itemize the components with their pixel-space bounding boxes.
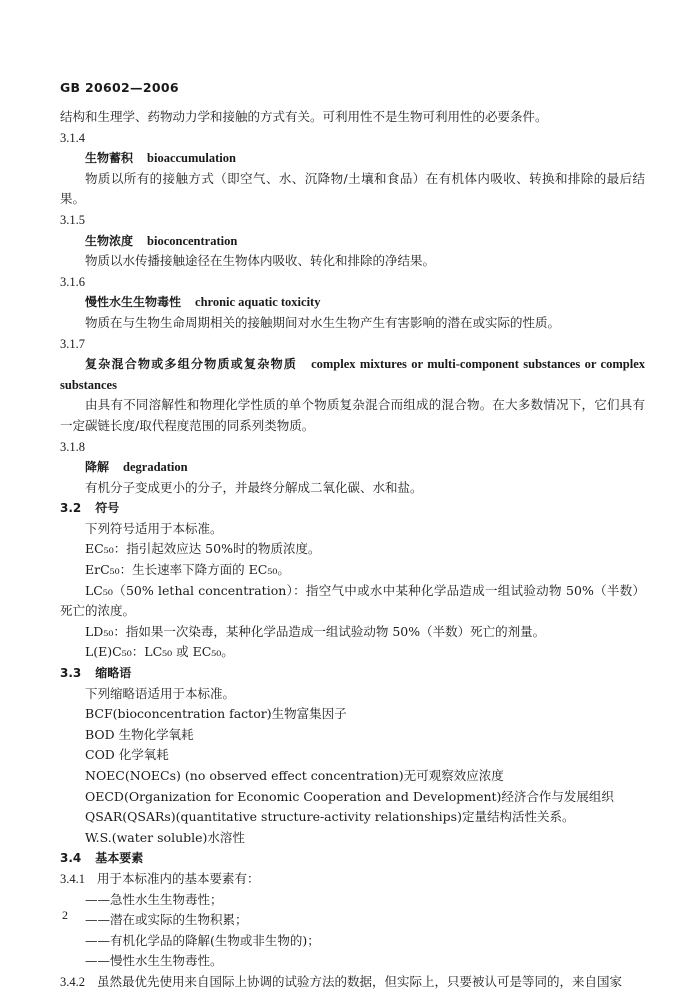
term-en: chronic aquatic toxicity: [195, 295, 321, 310]
list-item: ——有机化学品的降解(生物或非生物的)；: [85, 932, 320, 948]
list-item: ——急性水生生物毒性；: [85, 891, 223, 907]
definition-paragraph: 物质以所有的接触方式（即空气、水、沉降物/土壤和食品）在有机体内吸收、转换和排除的最后结果。: [60, 170, 645, 207]
section-heading: [60, 663, 645, 684]
section-number: 3.3: [60, 666, 82, 681]
list-item: ——慢性水生生物毒性。: [85, 953, 223, 969]
term-heading: [60, 231, 645, 252]
clause-number: 3.4.2: [60, 974, 85, 989]
term-zh: 降解: [85, 460, 110, 475]
text-line: 下列符号适用于本标准。: [85, 520, 223, 536]
clause-line: [60, 869, 645, 890]
term-zh: 生物蓄积: [85, 151, 134, 166]
term-en: complex mixtures or multi-component substances or complex substances: [60, 357, 645, 392]
clause-number: 3.1.6: [60, 274, 85, 289]
abbreviation-line: QSAR(QSARs)(quantitative structure-activity relationships)定量结构活性关系。: [85, 809, 575, 825]
section-number: 3.2: [60, 501, 82, 516]
section-heading: [60, 498, 645, 519]
section-title: 符号: [95, 501, 120, 516]
abbreviation-line: W.S.(water soluble)水溶性: [85, 829, 245, 845]
definition-paragraph: 有机分子变成更小的分子，并最终分解成二氧化碳、水和盐。: [85, 479, 423, 495]
section-title: 基本要素: [95, 851, 144, 866]
symbol-line: EC₅₀：指引起效应达 50%时的物质浓度。: [85, 541, 321, 557]
symbol-line: ErC₅₀：生长速率下降方面的 EC₅₀。: [85, 562, 290, 578]
term-zh: 生物浓度: [85, 233, 134, 248]
clause-line: [60, 972, 645, 993]
clause-number: 3.1.5: [60, 212, 85, 227]
definition-paragraph: 物质在与生物生命周期相关的接触期间对水生生物产生有害影响的潜在或实际的性质。: [85, 314, 561, 330]
term-en: bioconcentration: [147, 233, 238, 248]
term-heading: [60, 148, 645, 169]
clause-text: 用于本标准内的基本要素有：: [96, 870, 260, 886]
abbreviation-line: OECD(Organization for Economic Cooperation and Development)经济合作与发展组织: [85, 788, 614, 804]
definition-paragraph: 由具有不同溶解性和物理化学性质的单个物质复杂混合而组成的混合物。在大多数情况下，它们具有一定碳链长度/取代程度范围的同系列类物质。: [60, 397, 645, 433]
section-heading: [60, 848, 645, 869]
clause-text: 虽然最优先使用来自国际上协调的试验方法的数据，但实际上，只要被认可是等同的，来自国家: [96, 973, 622, 989]
definition-paragraph: 物质以水传播接触途径在生物体内吸收、转化和排除的净结果。: [85, 253, 436, 269]
symbol-line: LC₅₀（50% lethal concentration）：指空气中或水中某种化学品造成一组试验动物 50%（半数）死亡的浓度。: [60, 582, 645, 619]
term-en: degradation: [123, 460, 188, 475]
term-heading: [60, 354, 645, 395]
page-number: 2: [62, 908, 68, 922]
term-heading: [60, 457, 645, 478]
clause-number: 3.1.7: [60, 336, 85, 351]
abbreviation-line: BOD 生物化学氧耗: [85, 726, 194, 742]
text-line: 下列缩略语适用于本标准。: [85, 685, 236, 701]
text-line: 结构和生理学、药物动力学和接触的方式有关。可利用性不是生物可利用性的必要条件。: [60, 109, 548, 124]
abbreviation-line: COD 化学氧耗: [85, 747, 169, 763]
symbol-line: LD₅₀：指如果一次染毒，某种化学品造成一组试验动物 50%（半数）死亡的剂量。: [85, 623, 546, 639]
term-zh: 慢性水生生物毒性: [85, 295, 182, 310]
section-title: 缩略语: [95, 666, 132, 681]
abbreviation-line: BCF(bioconcentration factor)生物富集因子: [85, 706, 347, 722]
abbreviation-line: NOEC(NOECs) (no observed effect concentration)无可观察效应浓度: [85, 768, 504, 783]
symbol-line: L(E)C₅₀：LC₅₀ 或 EC₅₀。: [85, 644, 234, 660]
term-heading: [60, 292, 645, 313]
document-body: [60, 107, 645, 993]
clause-number: 3.4.1: [60, 871, 85, 886]
clause-number: 3.1.8: [60, 439, 85, 454]
section-number: 3.4: [60, 851, 82, 866]
standard-code-header: GB 20602—2006: [60, 80, 179, 95]
clause-number: 3.1.4: [60, 130, 85, 145]
term-zh: 复杂混合物或多组分物质或复杂物质: [85, 357, 298, 372]
term-en: bioaccumulation: [147, 151, 236, 166]
list-item: ——潜在或实际的生物积累；: [85, 912, 248, 928]
